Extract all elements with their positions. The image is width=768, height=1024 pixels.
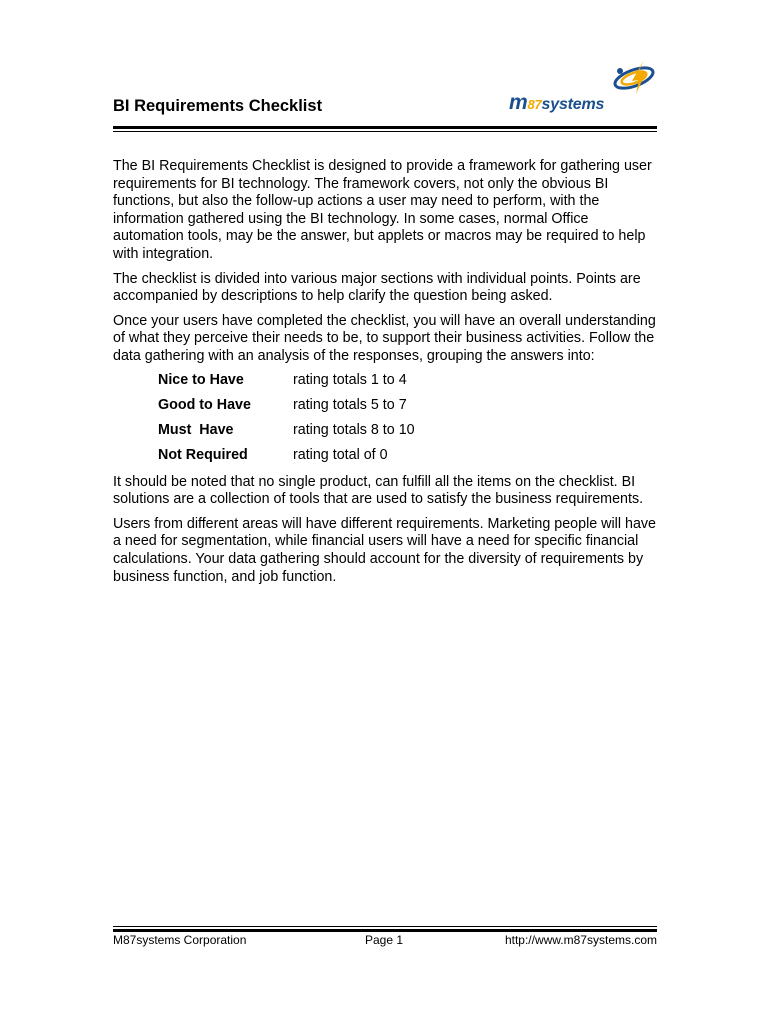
document-body	[113, 158, 661, 593]
footer-page-number: Page 1	[365, 933, 404, 947]
rating-row	[158, 444, 415, 469]
logo-wordmark	[509, 91, 604, 115]
sections-paragraph: The checklist is divided into various major sections with individual points. Points are accompanied by descriptions to help clarify the question being asked.	[113, 270, 641, 305]
header-rule-thick	[113, 126, 657, 129]
page-title: BI Requirements Checklist	[113, 97, 323, 115]
intro-paragraph: The BI Requirements Checklist is designed to provide a framework for gathering user requirements for BI technology. The framework covers, not only the obvious BI functions, but also the follow-up actions a user may need to perform, with the information gathered using the BI technology. In some cases, normal Office automation tools, may be the answer, but applets or macros may be required to help with integration.	[113, 158, 652, 262]
header-rule-thin	[113, 131, 657, 132]
analysis-paragraph: Once your users have completed the checklist, you will have an overall understanding of what they perceive their needs to be, to support their business activities. Follow the data gathering with an analysis of the responses, grouping the answers into:	[113, 312, 656, 364]
footer-rule-thick	[113, 929, 657, 932]
orbit-logo-icon	[606, 58, 658, 106]
rating-table	[158, 369, 415, 469]
footer-rule-thin	[113, 926, 657, 927]
rating-level: Good to Have	[158, 397, 251, 414]
rating-row	[158, 419, 415, 444]
logo-number: 87	[527, 97, 542, 112]
rating-description: rating totals 8 to 10	[293, 422, 415, 439]
logo-suffix: systems	[541, 96, 605, 113]
rating-level: Must Have	[158, 422, 234, 439]
company-logo	[508, 58, 658, 120]
product-note-paragraph: It should be noted that no single product, can fulfill all the items on the checklist. BI solutions are a collection of tools that are used to satisfy the business requirements.	[113, 473, 644, 508]
rating-row	[158, 394, 415, 419]
rating-description: rating total of 0	[293, 447, 388, 464]
rating-level: Nice to Have	[158, 372, 244, 389]
logo-letter: m	[509, 91, 528, 114]
page-footer	[113, 933, 657, 949]
rating-description: rating totals 1 to 4	[293, 372, 407, 389]
rating-level: Not Required	[158, 447, 248, 464]
rating-row	[158, 369, 415, 394]
footer-url[interactable]: http://www.m87systems.com	[504, 933, 657, 947]
rating-description: rating totals 5 to 7	[293, 397, 407, 414]
diversity-paragraph: Users from different areas will have different requirements. Marketing people will have a need for segmentation, while financial users will have a need for specific financial calculations. Your data gathering should account for the diversity of requirements by business function, and job function.	[113, 515, 657, 585]
footer-company: M87systems Corporation	[113, 933, 247, 947]
